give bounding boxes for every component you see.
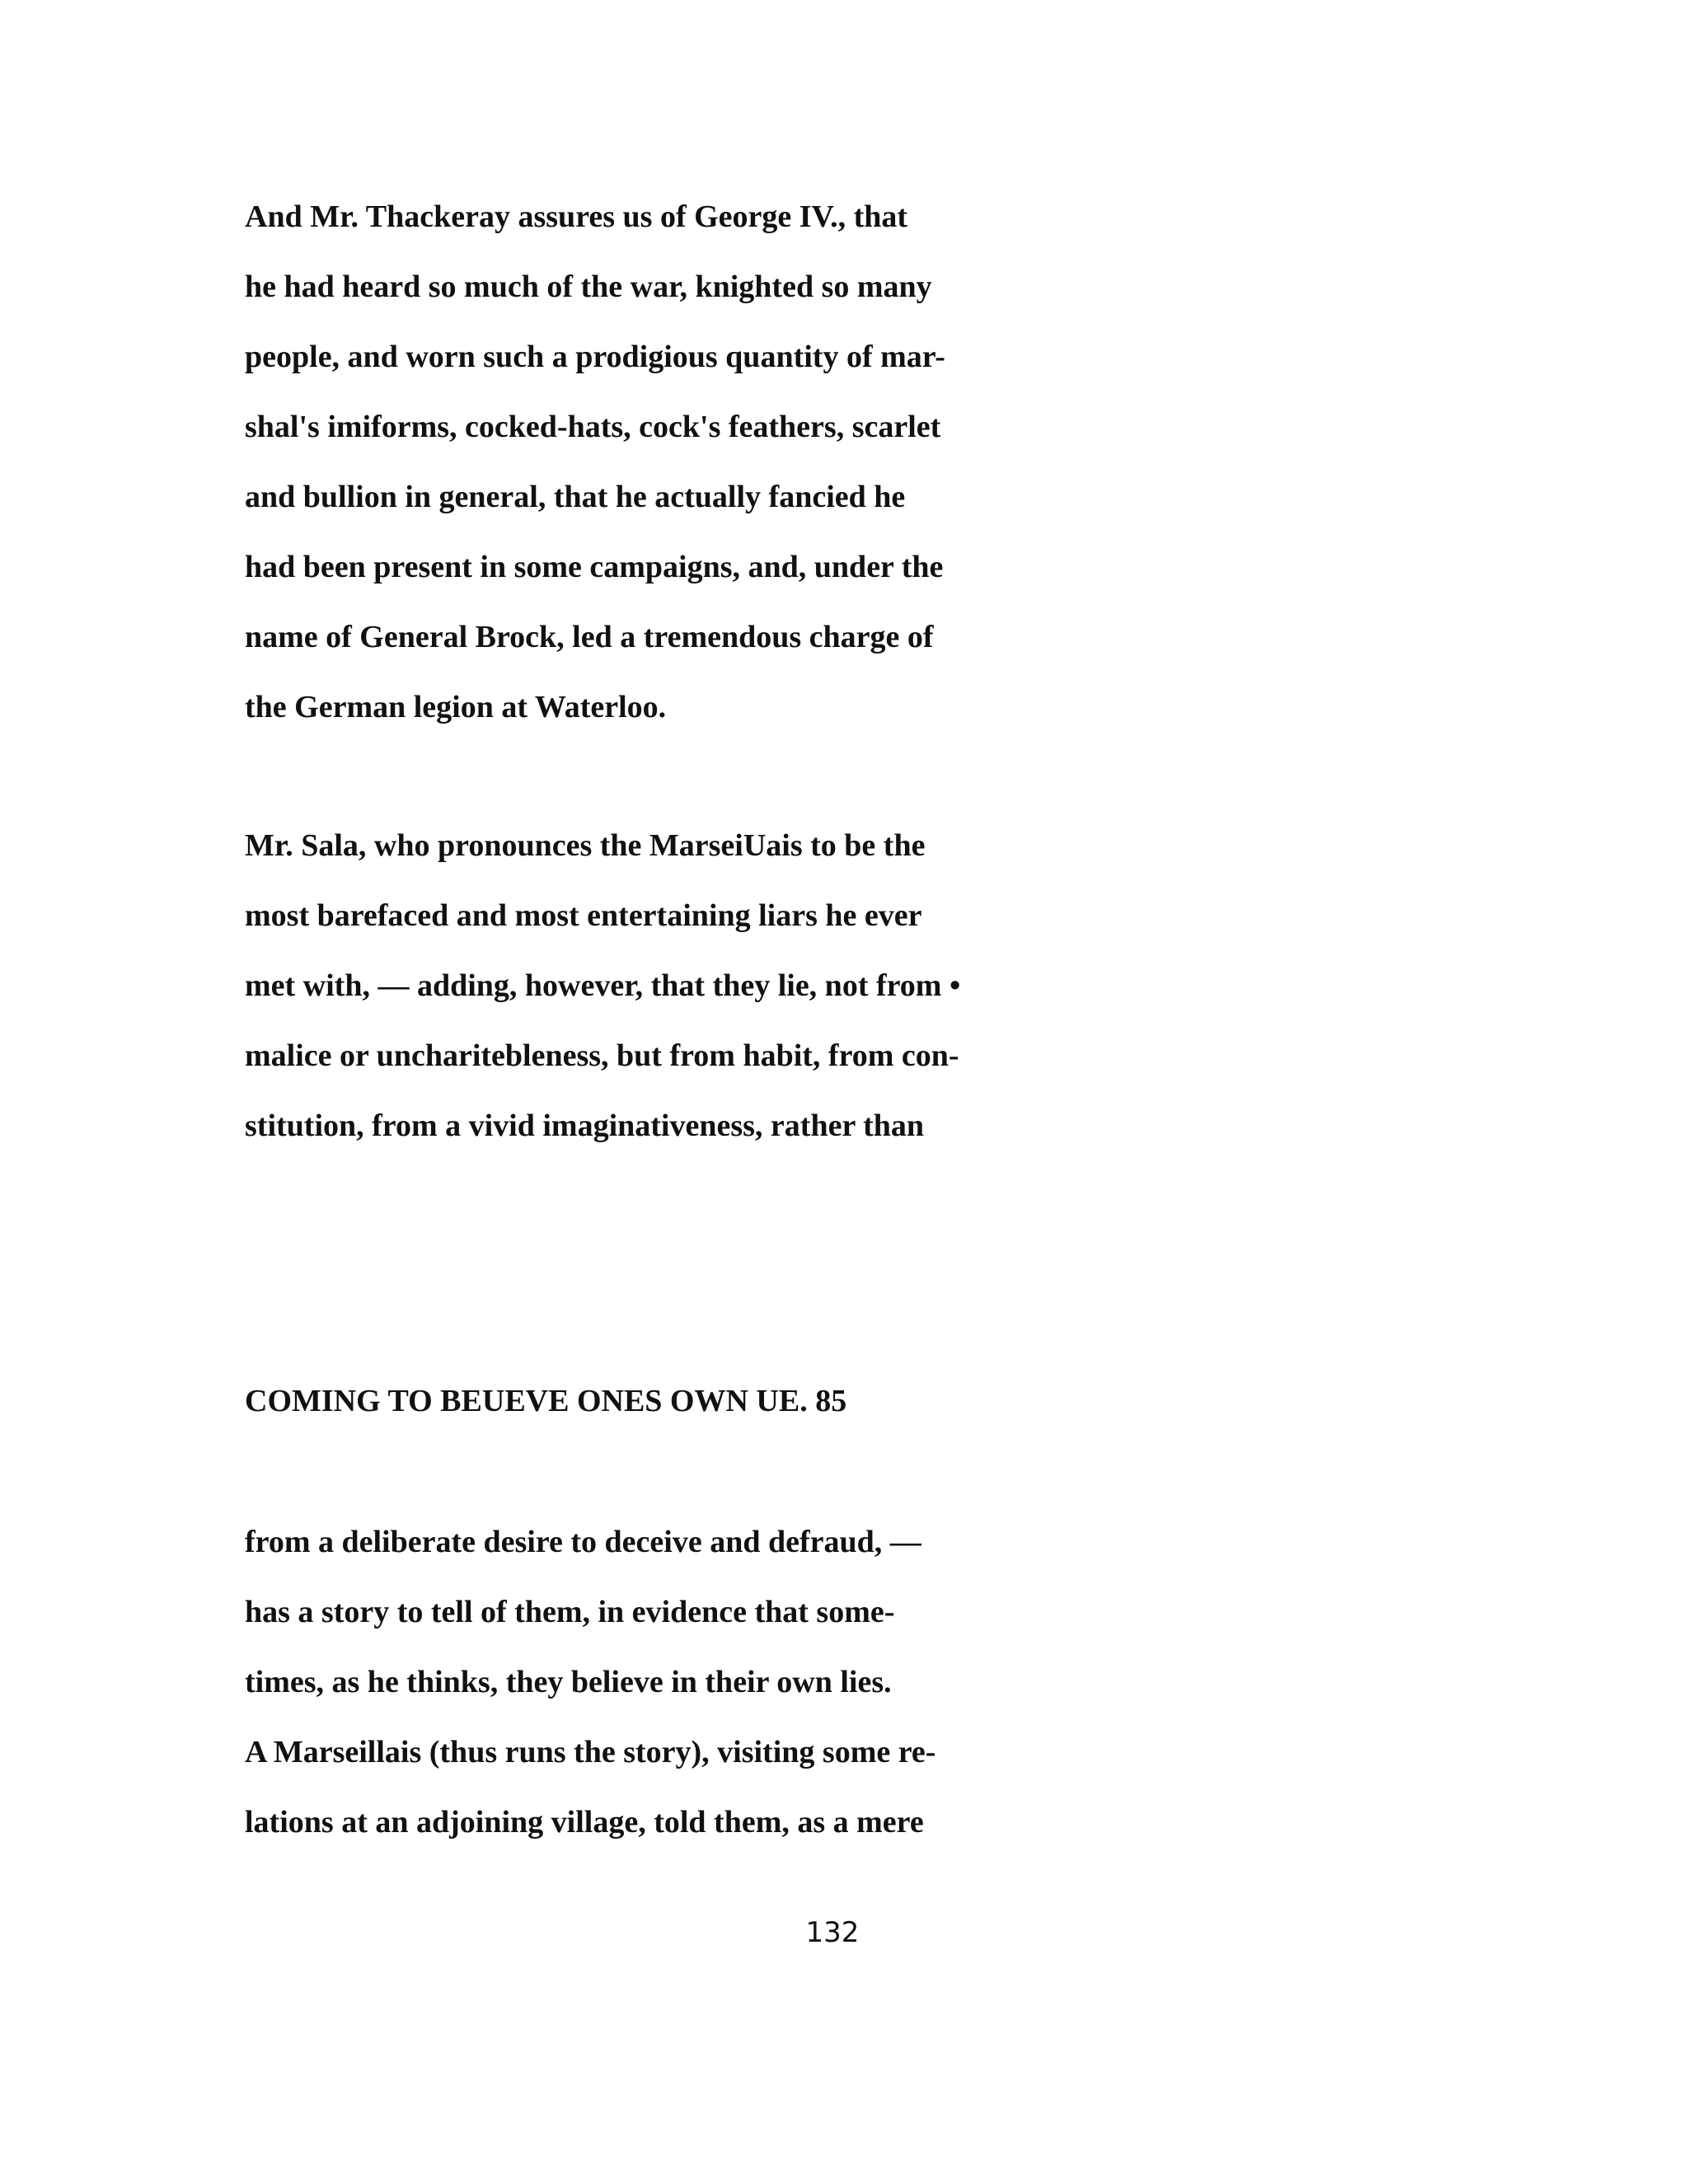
text-line: from a deliberate desire to deceive and defraud, — — [245, 1525, 921, 1559]
paragraph-thackeray — [245, 182, 1399, 743]
text-line: Mr. Sala, who pronounces the MarseiUais to be the — [245, 828, 926, 863]
text-line: malice or uncharitebleness, but from habit, from con- — [245, 1038, 959, 1073]
text-line: A Marseillais (thus runs the story), visiting some re- — [245, 1735, 936, 1769]
text-line: most barefaced and most entertaining liars he ever — [245, 898, 922, 933]
text-line: the German legion at Waterloo. — [245, 690, 667, 724]
text-line: he had heard so much of the war, knighted so many — [245, 269, 932, 304]
paragraph-sala — [245, 811, 1399, 1161]
text-line: stitution, from a vivid imaginativeness, rather than — [245, 1108, 925, 1143]
text-line: and bullion in general, that he actually fancied he — [245, 480, 906, 514]
page-number: 132 — [805, 1916, 860, 1949]
text-line: And Mr. Thackeray assures us of George IV., that — [245, 199, 908, 234]
text-line: has a story to tell of them, in evidence that some- — [245, 1595, 895, 1629]
text-line: name of General Brock, led a tremendous charge of — [245, 620, 934, 654]
running-head: COMING TO BEUEVE ONES OWN UE. 85 — [245, 1384, 847, 1418]
text-line: people, and worn such a prodigious quantity of mar- — [245, 340, 945, 374]
paragraph-marseillais — [245, 1507, 1399, 1858]
text-line: shal's imiforms, cocked-hats, cock's feathers, scarlet — [245, 410, 941, 444]
text-line: lations at an adjoining village, told them, as a mere — [245, 1805, 924, 1840]
text-line: times, as he thinks, they believe in their own lies. — [245, 1665, 892, 1699]
text-line: met with, — adding, however, that they lie, not from • — [245, 968, 961, 1003]
text-line: had been present in some campaigns, and, under the — [245, 550, 944, 584]
